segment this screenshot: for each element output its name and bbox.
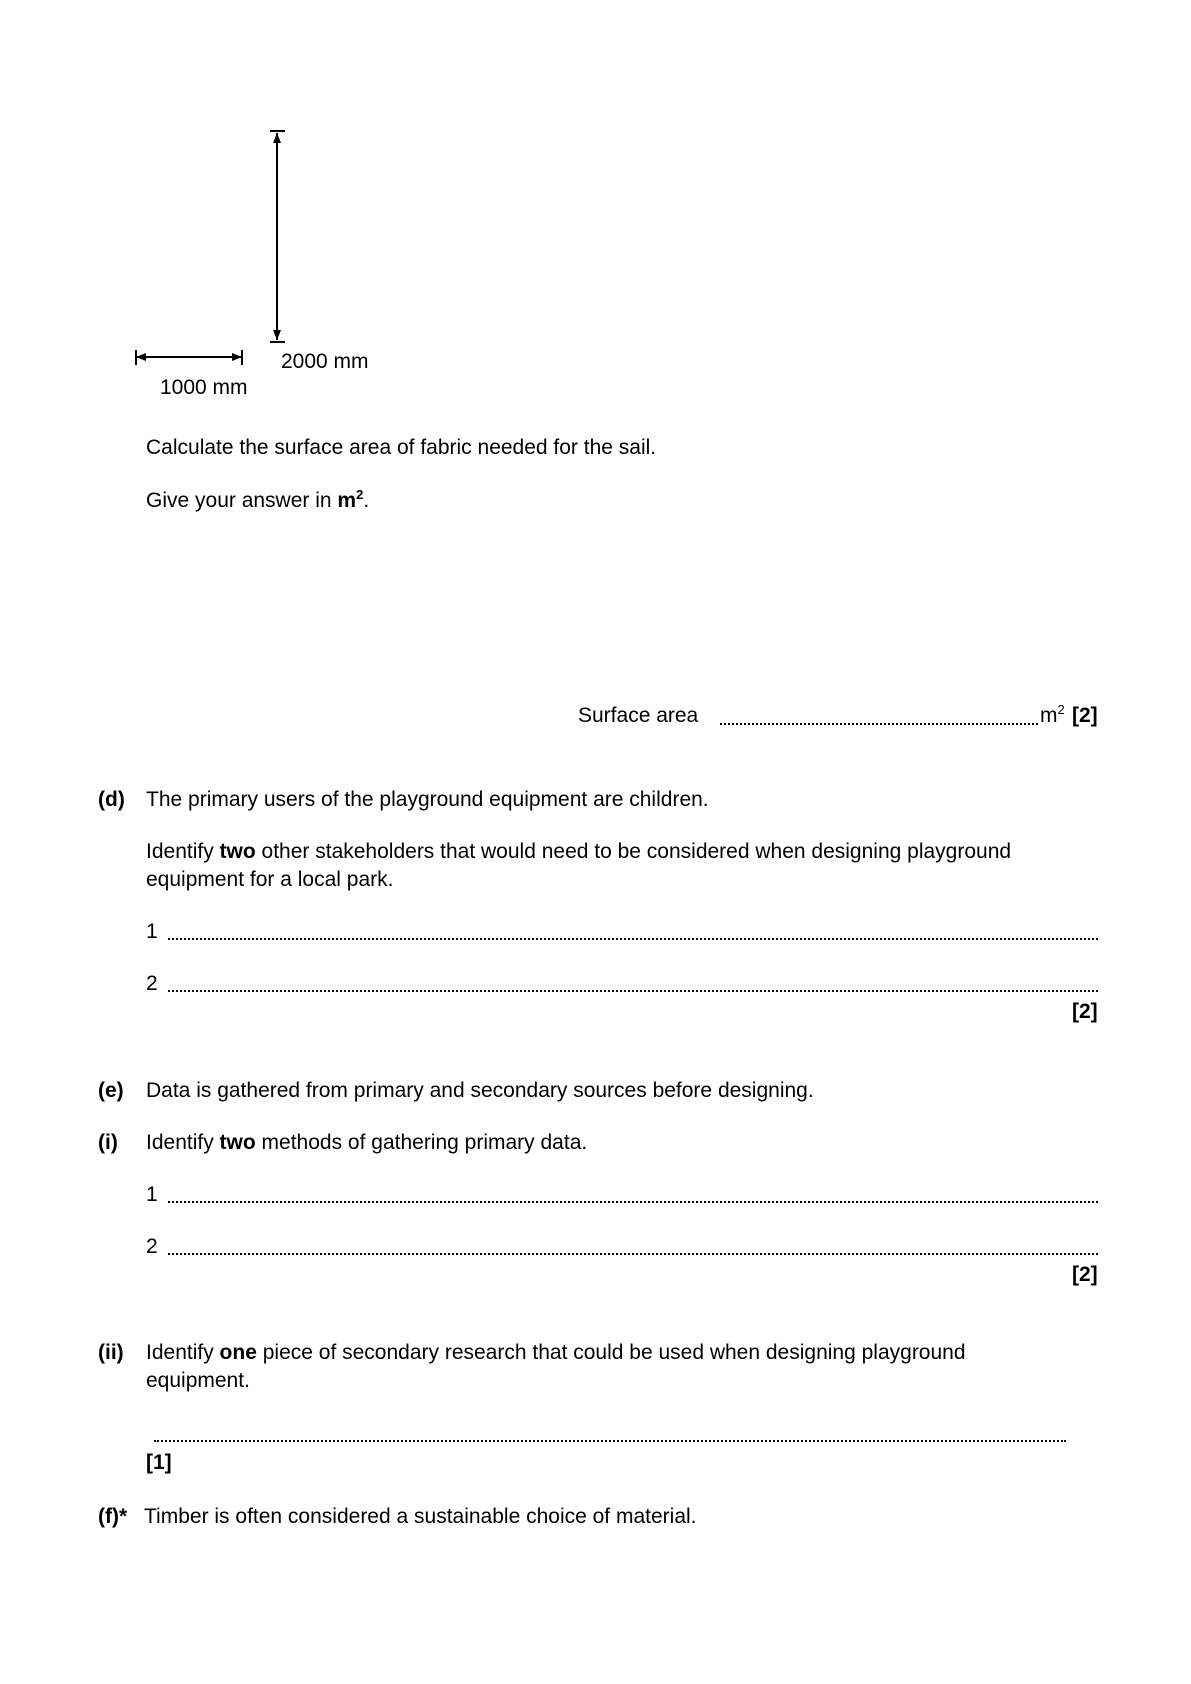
marks-e-i: [2] [1072, 1263, 1098, 1286]
question-e-ii-text-line2: equipment. [146, 1369, 250, 1392]
question-d-text: The primary users of the playground equipment are children. [146, 788, 709, 811]
question-c-units: Give your answer in $m^2$. [146, 487, 370, 512]
question-d-instruction: Identify two other stakeholders that would need to be considered when designing playground [146, 840, 1012, 863]
label-f: (f)* [98, 1505, 128, 1528]
question-f-text: Timber is often considered a sustainable choice of material. [144, 1505, 697, 1528]
label-e: (e) [98, 1079, 124, 1102]
question-c-text: Calculate the surface area of fabric needed for the sail. [146, 436, 657, 459]
surface-area-label: Surface area [578, 704, 699, 727]
question-e-ii-text: Identify one piece of secondary research that could be used when designing playground [146, 1341, 966, 1364]
marks-c: [2] [1072, 704, 1098, 727]
answer-d-1-line[interactable] [168, 938, 1098, 940]
answer-e-ii-line[interactable] [154, 1440, 1066, 1442]
height-label: 2000 mm [281, 350, 369, 373]
answer-d-2-num: 2 [146, 972, 158, 995]
answer-d-1-num: 1 [146, 920, 158, 943]
question-e-text: Data is gathered from primary and secondary sources before designing. [146, 1079, 814, 1102]
answer-e-i-2-line[interactable] [168, 1253, 1098, 1255]
surface-area-unit: $m^2$ [1040, 702, 1065, 727]
label-e-ii: (ii) [98, 1341, 124, 1364]
label-d: (d) [98, 788, 125, 811]
answer-e-i-1-line[interactable] [168, 1201, 1098, 1203]
marks-e-ii: [1] [146, 1451, 172, 1474]
question-e-i-text: Identify two methods of gathering primary data. [146, 1131, 588, 1154]
answer-d-2-line[interactable] [168, 990, 1098, 992]
marks-d: [2] [1072, 1000, 1098, 1023]
dimension-arrows [130, 115, 300, 375]
answer-e-i-1-num: 1 [146, 1183, 158, 1206]
answer-e-i-2-num: 2 [146, 1235, 158, 1258]
surface-area-answer-line[interactable] [720, 723, 1038, 725]
question-d-instruction-line2: equipment for a local park. [146, 868, 394, 891]
width-label: 1000 mm [160, 376, 248, 399]
label-e-i: (i) [98, 1131, 118, 1154]
